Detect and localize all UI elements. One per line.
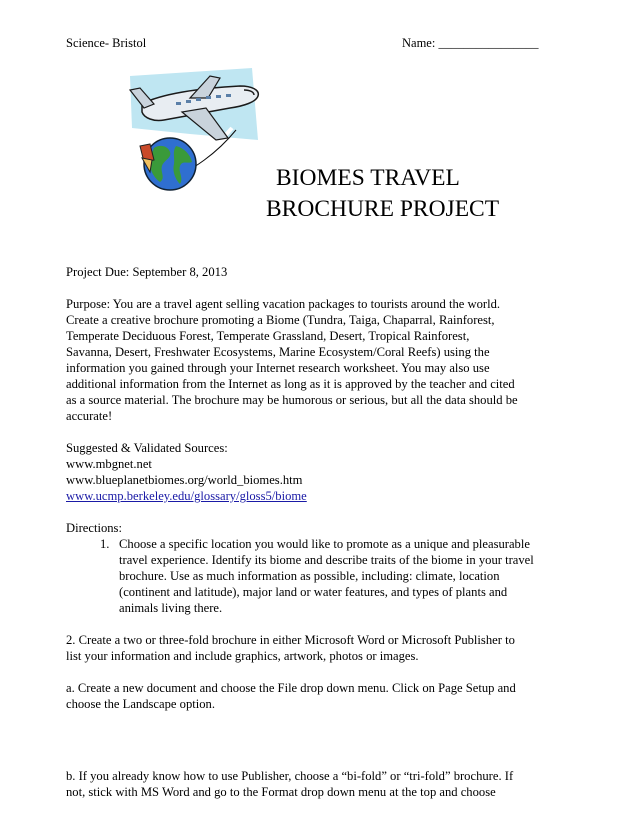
purpose-line: Temperate Deciduous Forest, Temperate Grassland, Desert, Tropical Rainforest, [66,329,470,343]
directions-line: brochure. Use as much information as possible, including: climate, location [119,569,500,583]
directions-item-2 [66,632,556,664]
purpose-line: Create a creative brochure promoting a Biome (Tundra, Taiga, Chaparral, Rainforest, [66,313,495,327]
directions-line: not, stick with MS Word and go to the Format drop down menu at the top and choose [66,785,496,799]
purpose-line: information you gained through your Internet research worksheet. You may also use [66,361,490,375]
purpose-line: as a source material. The brochure may be humorous or serious, but all the data should be [66,393,518,407]
directions-line: b. If you already know how to use Publisher, choose a “bi-fold” or “tri-fold” brochure. If [66,769,514,783]
purpose-line: additional information from the Internet as long as it is approved by the teacher and cited [66,377,515,391]
purpose-paragraph [66,296,556,424]
directions-item-a [66,680,556,712]
directions-line: a. Create a new document and choose the File drop down menu. Click on Page Setup and [66,681,516,695]
directions-line: (continent and latitude), major land or water features, and types of plants and [119,585,508,599]
directions-line: travel experience. Identify its biome and describe traits of the biome in your travel [119,553,534,567]
directions-heading: Directions: [66,521,122,535]
directions-line: Choose a specific location you would like to promote as a unique and pleasurable [119,537,530,551]
header-class: Science- Bristol [66,36,147,50]
purpose-line: accurate! [66,409,113,423]
directions-item-1 [66,536,556,616]
title-line-2: BROCHURE PROJECT [266,196,500,222]
project-due: Project Due: September 8, 2013 [66,265,228,279]
sources-heading: Suggested & Validated Sources: [66,441,228,455]
document-body [66,264,556,816]
directions-line: animals living there. [119,601,223,615]
header-name-field: Name: ________________ [402,36,539,50]
list-number: 1. [100,537,110,551]
title-line-1: BIOMES TRAVEL [276,165,460,191]
source-item: www.mbgnet.net [66,457,152,471]
directions-item-b [66,768,556,800]
directions-line: list your information and include graphics, artwork, photos or images. [66,649,419,663]
airplane-globe-icon [120,68,270,196]
document-title [266,163,499,225]
directions-line: 2. Create a two or three-fold brochure in either Microsoft Word or Microsoft Publisher to [66,633,515,647]
purpose-line: Purpose: You are a travel agent selling vacation packages to tourists around the world. [66,297,501,311]
sources-section [66,440,556,504]
source-item: www.blueplanetbiomes.org/world_biomes.htm [66,473,303,487]
purpose-line: Savanna, Desert, Freshwater Ecosystems, Marine Ecosystem/Coral Reefs) using the [66,345,490,359]
directions-line: choose the Landscape option. [66,697,215,711]
blank-space [66,728,556,768]
source-link[interactable]: www.ucmp.berkeley.edu/glossary/gloss5/biome [66,489,307,503]
